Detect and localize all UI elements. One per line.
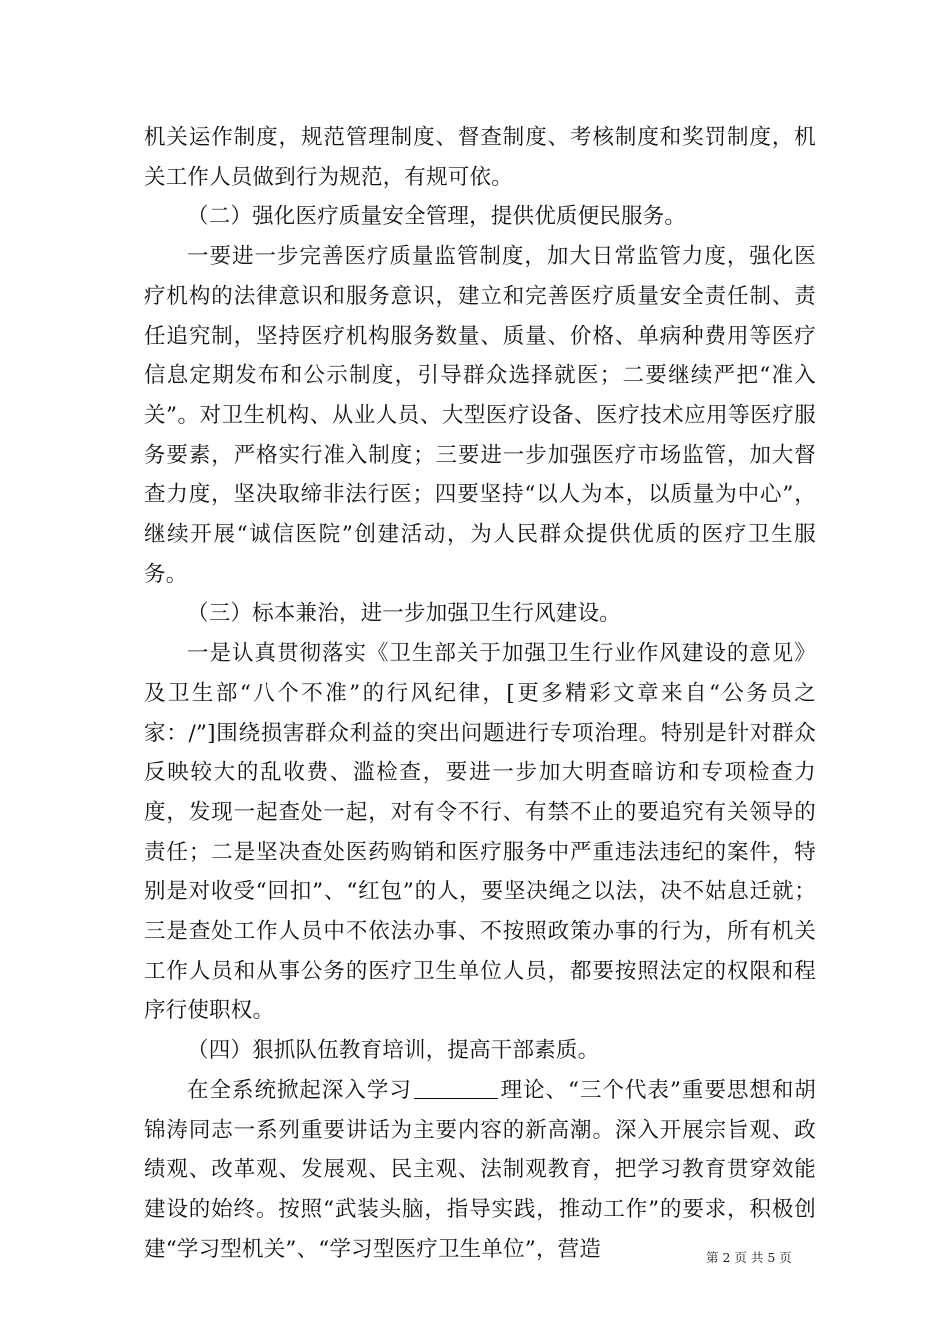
section-heading-4: （四）狠抓队伍教育培训，提高干部素质。: [187, 1038, 600, 1064]
paragraph-7-rest: 理论、“三个代表”重要思想和胡锦涛同志一系列重要讲话为主要内容的新高潮。深入开展宗旨观、政绩观、改革观、发展观、民主观、法制观教育，把学习教育贯穿效能建设的始终。按照“武装头脑，指导实践，推动工作”的要求，积极创建“学习型机关”、“学习型医疗卫生单位”，营造: [144, 1077, 816, 1262]
blank-underline: [414, 1076, 498, 1099]
paragraph-7: [144, 1071, 816, 1270]
paragraph-7-start: 在全系统掀起深入学习: [187, 1077, 412, 1103]
paragraph-3: 一要进一步完善医疗质量监管制度，加大日常监管力度，强化医疗机构的法律意识和服务意识，建立和完善医疗质量安全责任制、责任追究制，坚持医疗机构服务数量、质量、价格、单病种费用等医疗信息定期发布和公示制度，引导群众选择就医；二要继续严把“准入关”。对卫生机构、从业人员、大型医疗设备、医疗技术应用等医疗服务要素，严格实行准入制度；三要进一步加强医疗市场监管，加大督查力度，坚决取缔非法行医；四要坚持“以人为本，以质量为中心”，继续开展“诚信医院”创建活动，为人民群众提供优质的医疗卫生服务。: [144, 244, 816, 587]
paragraph-5: 一是认真贯彻落实《卫生部关于加强卫生行业作风建设的意见》及卫生部“八个不准”的行风纪律，[更多精彩文章来自“公务员之家：/”]围绕损害群众利益的突出问题进行专项治理。特别是针对群众反映较大的乱收费、滥检查，要进一步加大明查暗访和专项检查力度，发现一起查处一起，对有令不行、有禁不止的要追究有关领导的责任；二是坚决查处医药购销和医疗服务中严重违法违纪的案件，特别是对收受“回扣”、“红包”的人，要坚决绳之以法，决不姑息迁就；三是查处工作人员中不依法办事、不按照政策办事的行为，所有机关工作人员和从事公务的医疗卫生单位人员，都要按照法定的权限和程序行使职权。: [144, 641, 816, 1024]
document-body: [144, 118, 816, 1269]
page-number-footer: 第 2 页 共 5 页: [706, 1250, 792, 1265]
section-heading-2: （二）强化医疗质量安全管理，提供优质便民服务。: [187, 204, 687, 230]
paragraph-1: 机关运作制度，规范管理制度、督查制度、考核制度和奖罚制度，机关工作人员做到行为规范，有规可依。: [144, 125, 816, 190]
section-heading-3: （三）标本兼治，进一步加强卫生行风建设。: [187, 601, 622, 627]
